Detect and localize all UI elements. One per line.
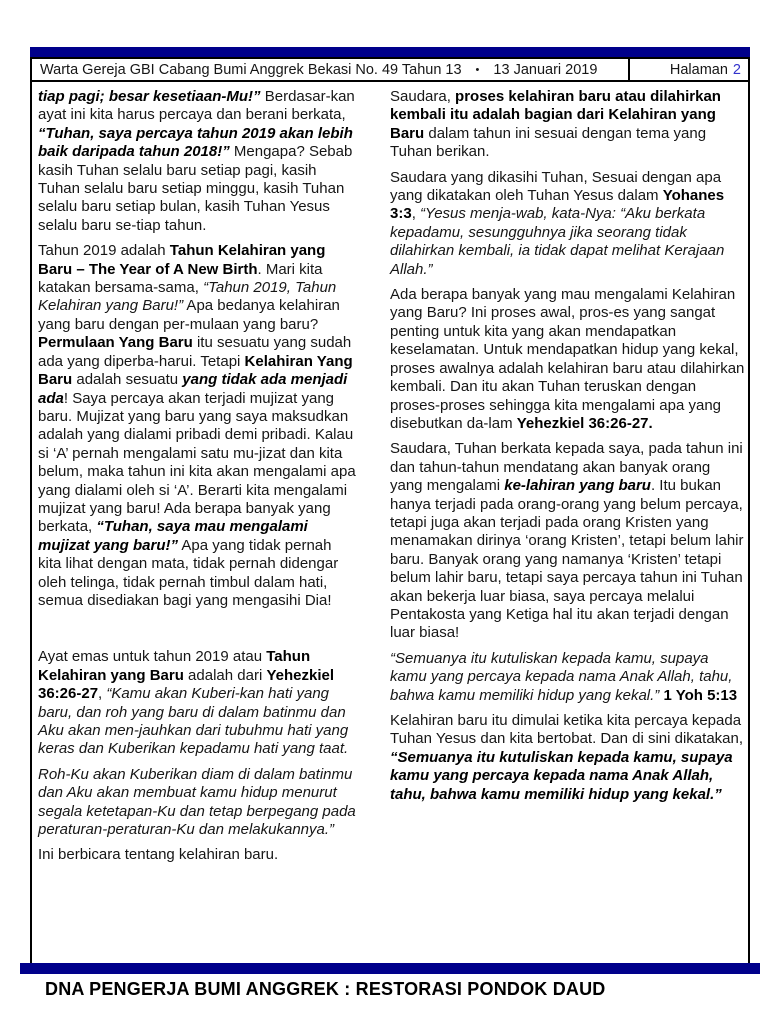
text-run: Ada berapa banyak yang mau mengalami Kelahiran yang Baru? Ini proses awal, pros-es yang sangat penting untuk kita yang akan mendapatkan keselamatan. Untuk mendapatkan hidup yang kekal, proses awalnya adalah kelahiran baru atau dilahirkan kembali. Dan itu akan Tuhan teruskan dengan proses-proses sehingga kita mengalami apa yang disebutkan da-lam (390, 286, 745, 432)
header-title-cell (32, 59, 628, 80)
footer-title: DNA PENGERJA BUMI ANGGREK : RESTORASI PONDOK DAUD (45, 979, 606, 999)
paragraph (390, 286, 746, 433)
bottom-navy-bar (20, 963, 760, 974)
header (30, 57, 750, 82)
text-run: Tahun 2019 adalah (38, 242, 170, 260)
paragraph (390, 712, 746, 804)
text-run: “Tuhan, saya mau mengalami mujizat yang baru!” (38, 518, 308, 554)
text-run: Tahun Kelahiran yang Baru – The Year of A New Birth (38, 242, 326, 278)
text-run: Saudara yang dikasihi Tuhan, Sesuai dengan apa yang dikatakan oleh Tuhan Yesus dalam (390, 168, 722, 205)
text-run: dalam tahun ini sesuai dengan tema yang Tuhan berikan. (390, 124, 707, 161)
paragraph (38, 648, 356, 758)
text-run: Yehezkiel 36:26-27 (38, 666, 334, 703)
text-run: Saudara, Tuhan berkata kepada saya, pada tahun ini dan tahun-tahun mendatang akan banyak orang yang mengalami (390, 440, 743, 495)
paragraph (38, 242, 356, 610)
bullet-separator: • (475, 63, 480, 76)
text-run: tiap pagi; besar kesetiaan-Mu!” (38, 88, 261, 105)
text-run: Yohanes 3:3 (390, 187, 725, 223)
paragraph (390, 650, 746, 705)
text-run: Yehezkiel 36:26-27. (516, 414, 653, 432)
text-run: ! Saya percaya akan terjadi mujizat yang baru. Mujizat yang baru yang saya maksudkan adalah yang dialami pribadi demi pribadi. Kalau si ‘A’ pernah mengalami satu mu-jizat dan kita belum, maka tahun ini kita akan mengalami apa yang dialami oleh si ‘A’. Berarti kita mengalami mujizat yang baru! Ada berapa banyak yang berkata, (38, 389, 356, 536)
text-run: “Yesus menja-wab, kata-Nya: “Aku berkata kepadamu, sesungguhnya jika seorang tidak dilahirkan kembali, ia tidak dapat melihat Kerajaan Allah.” (390, 205, 725, 278)
text-run: “Semuanya itu kutuliskan kepada kamu, supaya kamu yang percaya kepada nama Anak Allah, tahu, bahwa kamu memiliki hidup yang kekal.” (390, 649, 733, 704)
text-run: Ini berbicara tentang kelahiran baru. (38, 846, 279, 864)
text-run: “Tahun 2019, Tahun Kelahiran yang Baru!” (38, 279, 337, 315)
article-body (30, 82, 750, 963)
text-run: Apa yang tidak pernah kita lihat dengan mata, tidak pernah didengar oleh telinga, tidak pernah timbul dalam hati, semua disediakan bagi yang mengasihi Dia! (38, 536, 339, 609)
left-column (38, 88, 356, 963)
text-run: yang tidak ada menjadi ada (38, 371, 348, 407)
paragraph (390, 88, 746, 162)
text-run: ke-lahiran yang baru (504, 477, 651, 495)
text-run: adalah dari (183, 666, 267, 684)
page-indicator-cell (628, 59, 748, 80)
text-run: Permulaan Yang Baru (38, 334, 193, 352)
paragraph (38, 766, 356, 840)
text-run: “Semuanya itu kutuliskan kepada kamu, supaya kamu yang percaya kepada nama Anak Allah, tahu, bahwa kamu memiliki hidup yang kekal.” (390, 748, 733, 803)
text-run: itu sesuatu yang sudah ada yang diperba-harui. Tetapi (38, 334, 352, 370)
text-run: Tahun Kelahiran yang Baru (38, 648, 311, 684)
text-run: . Itu bukan hanya terjadi pada orang-orang yang belum percaya, tetapi juga akan terjadi pada orang Kristen yang menamakan dirinya ‘orang Kristen’, tetapi belum lahir baru. Banyak orang yang namanya ‘Kristen’ tetapi belum lahir baru, tetapi saya percaya tahun ini Tuhan akan bekerja luar biasa, saya percaya melalui Pentakosta yang Ketiga hal itu akan terjadi dengan luar biasa! (390, 477, 744, 642)
top-navy-bar (30, 47, 750, 57)
text-run: Kelahiran baru itu dimulai ketika kita percaya kepada Tuhan Yesus dan kita bertobat. Dan di sini dikatakan, (390, 712, 744, 748)
text-run: Berdasar-kan ayat ini kita harus percaya dan berani berkata, (38, 88, 355, 124)
text-run: Roh-Ku akan Kuberikan diam di dalam batinmu dan Aku akan membuat kamu hidup menurut segala ketetapan-Ku dan tetap berpegang pada peraturan-peraturan-Ku dan melakukannya.” (38, 765, 356, 839)
text-run: , (411, 205, 421, 223)
text-run: Apa bedanya kelahiran yang baru dengan per-mulaan yang baru? (38, 297, 340, 333)
page-number: 2 (732, 61, 741, 78)
page-label: Halaman (669, 61, 728, 78)
text-run: Mengapa? Sebab kasih Tuhan selalu baru setiap pagi, kasih Tuhan selalu baru setiap minggu, kasih Tuhan selalu baru setiap bulan, kasih Tuhan Yesus selalu baru se-tiap tahun. (38, 143, 353, 234)
text-run: 1 Yoh 5:13 (659, 686, 738, 704)
header-date: 13 Januari 2019 (493, 61, 598, 78)
text-run: . Mari kita katakan bersama-sama, (38, 260, 323, 297)
right-column (390, 88, 746, 963)
text-run: , (98, 685, 107, 703)
paragraph (38, 846, 356, 864)
text-run: “Tuhan, saya percaya tahun 2019 akan lebih baik daripada tahun 2018!” (38, 124, 353, 161)
text-run: Kelahiran Yang Baru (38, 352, 353, 389)
text-run: adalah sesuatu (72, 371, 183, 389)
text-run: Saudara, (390, 88, 456, 105)
paragraph (38, 88, 356, 235)
newsletter-title: Warta Gereja GBI Cabang Bumi Anggrek Bekasi No. 49 Tahun 13 (40, 61, 462, 78)
text-run: Ayat emas untuk tahun 2019 atau (38, 648, 267, 666)
text-run: proses kelahiran baru atau dilahirkan kembali itu adalah bagian dari Kelahiran yang Baru (390, 88, 721, 142)
text-run: “Kamu akan Kuberi-kan hati yang baru, dan roh yang baru di dalam batinmu dan Aku akan men-jauhkan dari tubuhmu hati yang keras dan Kuberikan kepadamu hati yang taat. (38, 685, 349, 758)
paragraph (390, 440, 746, 642)
paragraph (390, 169, 746, 279)
